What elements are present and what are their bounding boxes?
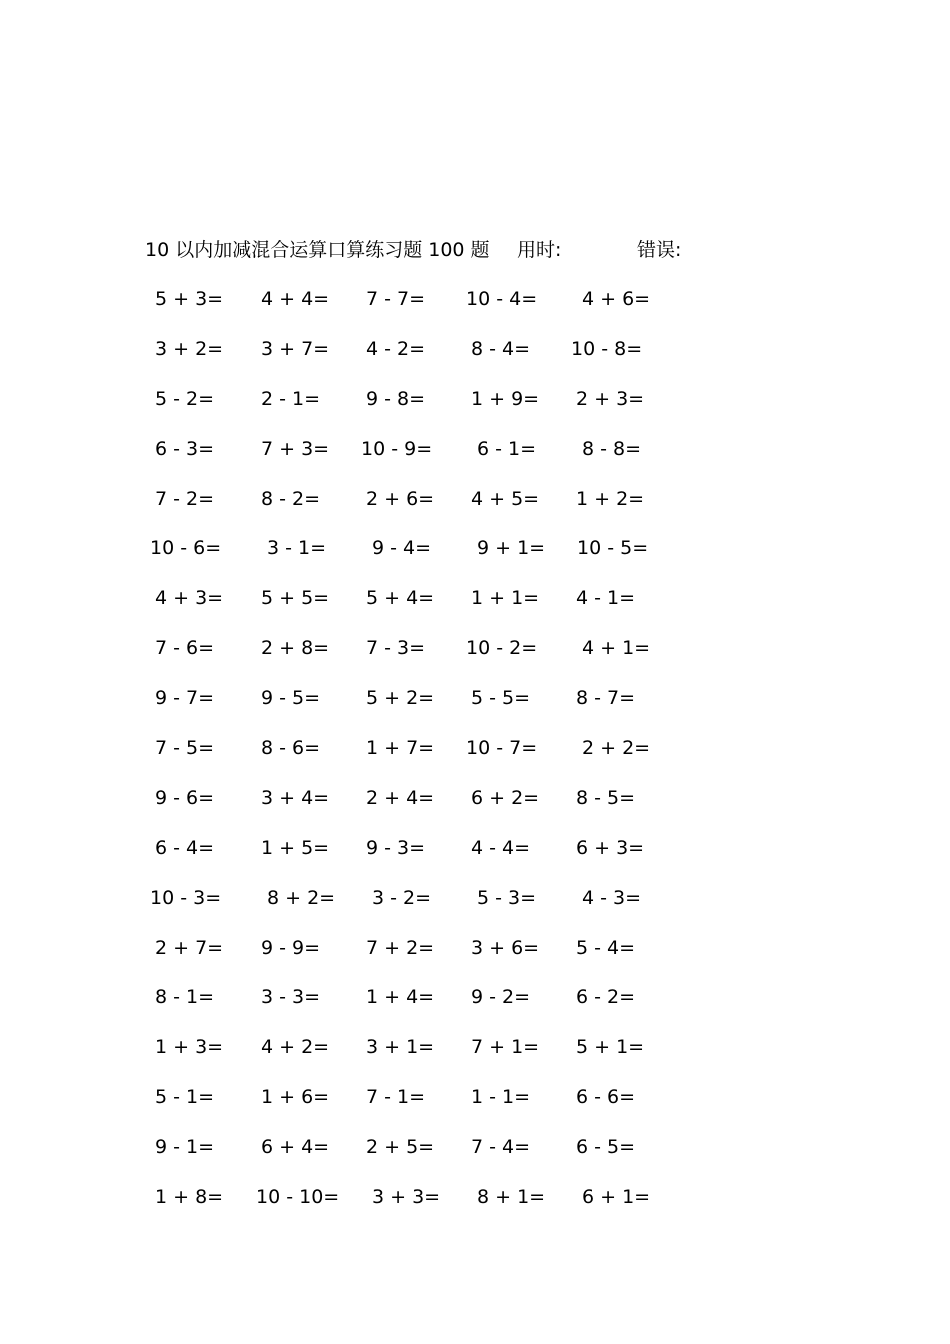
problem-item: 4 - 3= [582,886,642,909]
problem-item: 7 - 1= [366,1086,426,1109]
problem-item: 10 - 5= [577,537,649,560]
problem-item: 3 + 2= [155,337,224,360]
problem-item: 2 + 4= [366,786,435,809]
problem-item: 10 - 8= [571,337,643,360]
problem-item: 5 - 1= [155,1086,215,1109]
problem-item: 4 + 1= [582,637,651,660]
problem-grid [0,286,950,1234]
problem-item: 3 + 6= [471,936,540,959]
problem-item: 1 + 8= [155,1186,224,1209]
problem-item: 5 + 5= [261,587,330,610]
problem-item: 7 - 2= [155,487,215,510]
problem-item: 10 - 2= [466,637,538,660]
problem-item: 9 - 1= [155,1136,215,1159]
problem-item: 6 - 2= [576,986,636,1009]
problem-item: 9 - 3= [366,836,426,859]
problem-item: 6 - 6= [576,1086,636,1109]
problem-row [0,885,950,935]
problem-item: 3 + 1= [366,1036,435,1059]
problem-item: 6 + 2= [471,786,540,809]
problem-item: 8 - 8= [582,437,642,460]
problem-item: 5 - 2= [155,387,215,410]
problem-row [0,535,950,585]
worksheet-title: 10 以内加减混合运算口算练习题 100 题 [145,239,490,261]
problem-item: 5 - 5= [471,687,531,710]
problem-item: 5 + 3= [155,288,224,310]
problem-item: 1 - 1= [471,1086,531,1109]
problem-item: 9 - 7= [155,687,215,710]
problem-item: 6 - 5= [576,1136,636,1159]
problem-item: 5 - 3= [477,886,537,909]
problem-row [0,1034,950,1084]
problem-item: 2 + 5= [366,1136,435,1159]
problem-item: 10 - 10= [256,1186,340,1209]
problem-item: 1 + 5= [261,836,330,859]
problem-item: 10 - 4= [466,288,538,310]
problem-item: 9 - 6= [155,786,215,809]
problem-item: 6 - 4= [155,836,215,859]
problem-item: 10 - 6= [150,537,222,560]
problem-item: 5 - 4= [576,936,636,959]
problem-item: 4 + 6= [582,288,651,310]
problem-item: 9 - 4= [372,537,432,560]
problem-item: 1 + 6= [261,1086,330,1109]
problem-row [0,785,950,835]
problem-item: 9 - 8= [366,387,426,410]
problem-item: 9 - 5= [261,687,321,710]
problem-item: 2 + 2= [582,737,651,760]
problem-row [0,735,950,785]
problem-item: 2 + 6= [366,487,435,510]
problem-item: 6 + 3= [576,836,645,859]
problem-item: 7 - 7= [366,288,426,310]
problem-item: 9 - 9= [261,936,321,959]
problem-item: 8 - 2= [261,487,321,510]
problem-item: 5 + 2= [366,687,435,710]
problem-item: 6 + 4= [261,1136,330,1159]
problem-item: 3 - 2= [372,886,432,909]
problem-item: 8 - 5= [576,786,636,809]
problem-item: 2 + 7= [155,936,224,959]
problem-item: 3 - 1= [267,537,327,560]
problem-item: 7 - 6= [155,637,215,660]
problem-row [0,685,950,735]
problem-item: 1 + 1= [471,587,540,610]
problem-row [0,1134,950,1184]
problem-item: 6 + 1= [582,1186,651,1209]
problem-item: 4 + 3= [155,587,224,610]
problem-item: 9 + 1= [477,537,546,560]
problem-item: 8 - 4= [471,337,531,360]
problem-item: 5 + 1= [576,1036,645,1059]
problem-item: 3 + 4= [261,786,330,809]
problem-item: 1 + 9= [471,387,540,410]
problem-item: 6 - 3= [155,437,215,460]
problem-row [0,286,950,336]
problem-item: 10 - 3= [150,886,222,909]
problem-item: 2 + 3= [576,387,645,410]
errors-label: 错误: [637,239,682,261]
problem-item: 4 - 1= [576,587,636,610]
problem-row [0,635,950,685]
problem-item: 8 - 1= [155,986,215,1009]
problem-item: 7 - 3= [366,637,426,660]
problem-row [0,1084,950,1134]
problem-item: 1 + 3= [155,1036,224,1059]
problem-item: 7 - 4= [471,1136,531,1159]
problem-item: 8 - 6= [261,737,321,760]
problem-row [0,436,950,486]
problem-item: 2 + 8= [261,637,330,660]
problem-row [0,935,950,985]
problem-item: 1 + 4= [366,986,435,1009]
problem-row [0,486,950,536]
problem-row [0,585,950,635]
problem-item: 1 + 2= [576,487,645,510]
problem-row [0,984,950,1034]
problem-item: 4 + 4= [261,288,330,310]
problem-item: 7 + 1= [471,1036,540,1059]
problem-item: 3 + 3= [372,1186,441,1209]
problem-item: 8 + 1= [477,1186,546,1209]
time-used-label: 用时: [517,239,562,261]
problem-item: 4 + 5= [471,487,540,510]
problem-item: 10 - 9= [361,437,433,460]
problem-item: 7 - 5= [155,737,215,760]
problem-item: 4 - 2= [366,337,426,360]
problem-item: 3 + 7= [261,337,330,360]
problem-row [0,336,950,386]
problem-item: 9 - 2= [471,986,531,1009]
problem-item: 2 - 1= [261,387,321,410]
problem-item: 5 + 4= [366,587,435,610]
problem-item: 4 - 4= [471,836,531,859]
problem-item: 1 + 7= [366,737,435,760]
problem-item: 6 - 1= [477,437,537,460]
problem-item: 10 - 7= [466,737,538,760]
problem-item: 7 + 3= [261,437,330,460]
problem-row [0,1184,950,1234]
problem-item: 7 + 2= [366,936,435,959]
problem-item: 4 + 2= [261,1036,330,1059]
problem-item: 3 - 3= [261,986,321,1009]
problem-row [0,835,950,885]
problem-item: 8 + 2= [267,886,336,909]
problem-row [0,386,950,436]
problem-item: 8 - 7= [576,687,636,710]
